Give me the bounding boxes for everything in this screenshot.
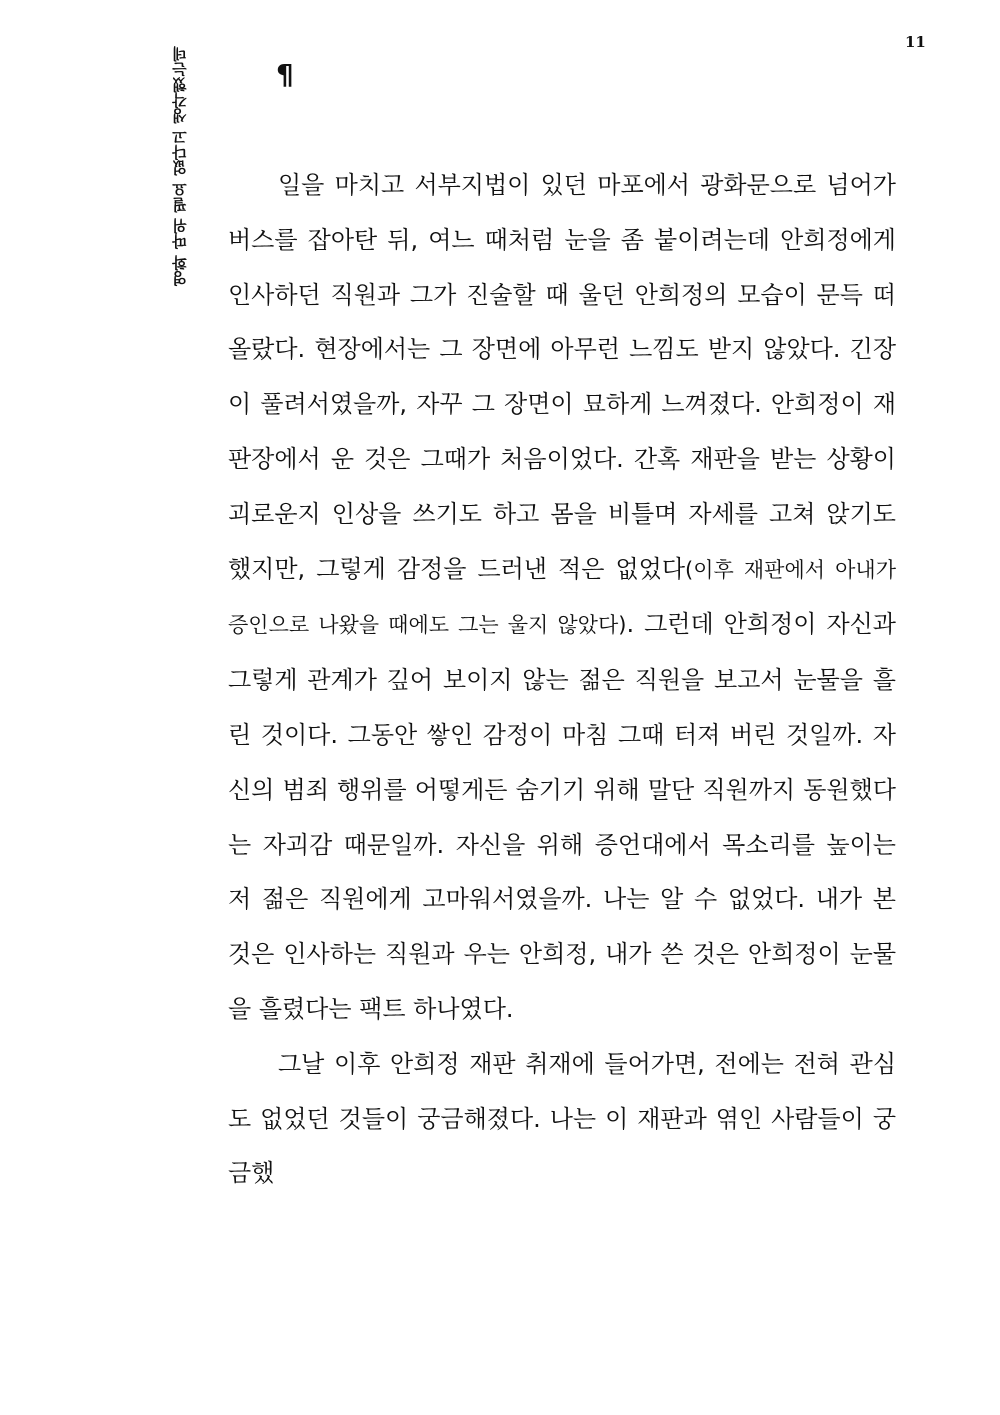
paragraph-text: 그날 이후 안희정 재판 취재에 들어가면, 전에는 전혀 관심도 없었던 것들이 궁금해졌다. 나는 이 재판과 엮인 사람들이 궁금했 [228, 1049, 896, 1188]
paragraph [228, 1037, 896, 1201]
parenthetical-aside: (이후 재판에서 아내가 증인으로 나왔을 때에도 그는 울지 않았다) [228, 557, 896, 638]
paragraph [228, 158, 896, 1037]
page-number: 11 [905, 33, 926, 51]
body-text [228, 158, 896, 1201]
pilcrow-mark: ¶ [276, 58, 294, 91]
paragraph-text: 일을 마치고 서부지법이 있던 마포에서 광화문으로 넘어가 버스를 잡아탄 뒤, 여느 때처럼 눈을 좀 붙이려는데 안희정에게 인사하던 직원과 그가 진술할 때 울던 안희정의 모습이 문득 떠올랐다. 현장에서는 그 장면에 아무런 느낌도 받지 않았다. 긴장이 풀려서였을까, 자꾸 그 장면이 묘하게 느껴졌다. 안희정이 재판장에서 운 것은 그때가 처음이었다. 간혹 재판을 받는 상황이 괴로운지 인상을 쓰기도 하고 몸을 비틀며 자세를 고쳐 앉기도 했지만, 그렇게 감정을 드러낸 적은 없었다 [228, 171, 896, 583]
running-header: 영화 따위 필요 없다고 생각했는데 [171, 46, 189, 286]
paragraph-text: . 그런데 안희정이 자신과 그렇게 관계가 깊어 보이지 않는 젊은 직원을 보고서 눈물을 흘린 것이다. 그동안 쌓인 감정이 마침 그때 터져 버린 것일까. 자신의 범죄 행위를 어떻게든 숨기기 위해 말단 직원까지 동원했다는 자괴감 때문일까. 자신을 위해 증언대에서 목소리를 높이는 저 젊은 직원에게 고마워서였을까. 나는 알 수 없었다. 내가 본 것은 인사하는 직원과 우는 안희정, 내가 쓴 것은 안희정이 눈물을 흘렸다는 팩트 하나였다. [228, 610, 896, 1023]
